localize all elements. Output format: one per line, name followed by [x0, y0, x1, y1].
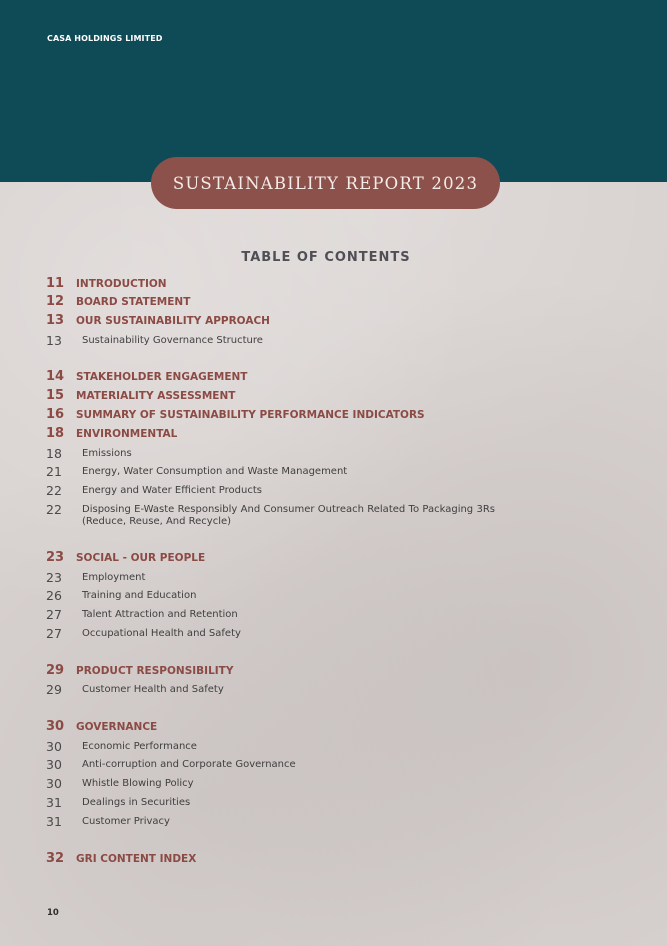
toc-label: BOARD STATEMENT	[76, 296, 191, 308]
toc-page: 21	[46, 464, 62, 479]
toc-page: 30	[46, 757, 62, 772]
toc-page: 15	[46, 388, 65, 403]
toc-label: SUMMARY OF SUSTAINABILITY PERFORMANCE INDICATORS	[76, 409, 425, 421]
toc-page: 22	[46, 483, 62, 498]
toc-page: 30	[46, 739, 62, 754]
toc-page: 13	[46, 313, 65, 328]
toc-label: OUR SUSTAINABILITY APPROACH	[76, 315, 270, 327]
toc-label: Economic Performance	[82, 741, 197, 752]
toc-label: ENVIRONMENTAL	[76, 428, 178, 440]
toc-page: 18	[46, 446, 62, 461]
report-title-banner	[151, 157, 500, 209]
toc-page: 27	[46, 607, 62, 622]
toc-label: Employment	[82, 572, 146, 583]
toc-page: 12	[46, 294, 65, 309]
toc-label: INTRODUCTION	[76, 278, 167, 290]
toc-label: Customer Privacy	[82, 816, 170, 827]
toc-page: 23	[46, 570, 62, 585]
toc-label: Emissions	[82, 448, 132, 459]
toc-label: Whistle Blowing Policy	[82, 778, 194, 789]
toc-page: 29	[46, 682, 62, 697]
toc-label: Disposing E-Waste Responsibly And Consumer Outreach Related To Packaging 3Rs (Reduce, Reuse, And Recycle)	[82, 504, 495, 527]
toc-page: 26	[46, 588, 62, 603]
toc-label: Energy, Water Consumption and Waste Management	[82, 466, 348, 477]
toc-page: 30	[46, 776, 62, 791]
toc-label: Anti-corruption and Corporate Governance	[82, 759, 296, 770]
toc-page: 13	[46, 333, 62, 348]
toc-label: SOCIAL - OUR PEOPLE	[76, 552, 206, 564]
toc-page: 30	[46, 719, 65, 734]
toc-page: 23	[46, 550, 65, 565]
page-number: 10	[47, 908, 59, 918]
toc-page: 22	[46, 502, 62, 517]
toc-page: 16	[46, 407, 65, 422]
toc-page: 18	[46, 426, 65, 441]
toc-page: 31	[46, 795, 62, 810]
toc-label: Training and Education	[82, 590, 197, 601]
toc-label: MATERIALITY ASSESSMENT	[76, 390, 236, 402]
toc-page: 29	[46, 663, 65, 678]
toc-title: TABLE OF CONTENTS	[241, 250, 411, 265]
toc-page: 14	[46, 369, 65, 384]
toc-label: GRI CONTENT INDEX	[76, 853, 197, 865]
report-title: SUSTAINABILITY REPORT 2023	[172, 173, 479, 193]
header-band	[0, 0, 667, 182]
toc-label: STAKEHOLDER ENGAGEMENT	[76, 371, 248, 383]
toc-page: 31	[46, 814, 62, 829]
toc-label: Energy and Water Efficient Products	[82, 485, 262, 496]
toc-label: GOVERNANCE	[76, 721, 158, 733]
toc-label: Occupational Health and Safety	[82, 628, 241, 639]
company-name: CASA HOLDINGS LIMITED	[47, 34, 163, 43]
toc-label: Talent Attraction and Retention	[82, 609, 238, 620]
toc-label: Dealings in Securities	[82, 797, 191, 808]
toc-page: 32	[46, 851, 65, 866]
toc-label: PRODUCT RESPONSIBILITY	[76, 665, 234, 677]
toc-label: Sustainability Governance Structure	[82, 335, 263, 346]
toc-page: 27	[46, 626, 62, 641]
toc-page: 11	[46, 276, 65, 291]
toc-label: Customer Health and Safety	[82, 684, 224, 695]
